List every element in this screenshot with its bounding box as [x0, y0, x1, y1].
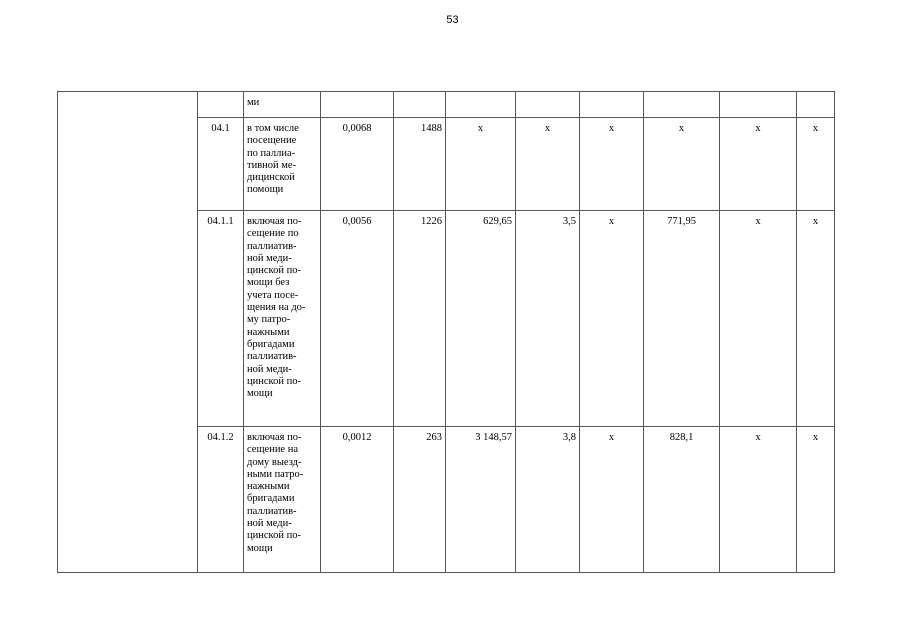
row-value: 1226 — [394, 211, 446, 427]
row-value: 3,8 — [516, 427, 580, 573]
row-name: включая по- сещение на дому выезд- ными патро- нажными бригадами паллиатив- ной меди- цинской по- мощи — [244, 427, 321, 573]
row-value: 0,0068 — [321, 118, 394, 211]
row-value: х — [446, 118, 516, 211]
row-code: 04.1.1 — [198, 211, 244, 427]
row-value: х — [644, 118, 720, 211]
row-value: 771,95 — [644, 211, 720, 427]
row-value: 3,5 — [516, 211, 580, 427]
row-code: 04.1.2 — [198, 427, 244, 573]
row-value: х — [797, 118, 835, 211]
row-name: включая по- сещение по паллиатив- ной меди- цинской по- мощи без учета посе- щения на до- му патро- нажными бригадами паллиатив- ной меди- цинской по- мощи — [244, 211, 321, 427]
row-value: х — [580, 427, 644, 573]
row-value: 0,0056 — [321, 211, 394, 427]
row-value: х — [516, 118, 580, 211]
row-value: х — [797, 427, 835, 573]
row-name: в том числе посещение по паллиа- тивной ме- дицинской помощи — [244, 118, 321, 211]
row-value: 828,1 — [644, 427, 720, 573]
row-value: 263 — [394, 427, 446, 573]
row-value: х — [720, 118, 797, 211]
row-value: 629,65 — [446, 211, 516, 427]
row-value: х — [580, 118, 644, 211]
row-value: 3 148,57 — [446, 427, 516, 573]
row-value: х — [720, 211, 797, 427]
continuation-cell: ми — [244, 92, 321, 118]
row-value: 1488 — [394, 118, 446, 211]
data-table — [57, 91, 835, 573]
page-number: 53 — [446, 14, 459, 26]
row-value: х — [720, 427, 797, 573]
row-code: 04.1 — [198, 118, 244, 211]
row-value: х — [797, 211, 835, 427]
merged-left-cell — [58, 92, 198, 573]
row-value: х — [580, 211, 644, 427]
table-row-continuation — [58, 92, 835, 118]
row-value: 0,0012 — [321, 427, 394, 573]
